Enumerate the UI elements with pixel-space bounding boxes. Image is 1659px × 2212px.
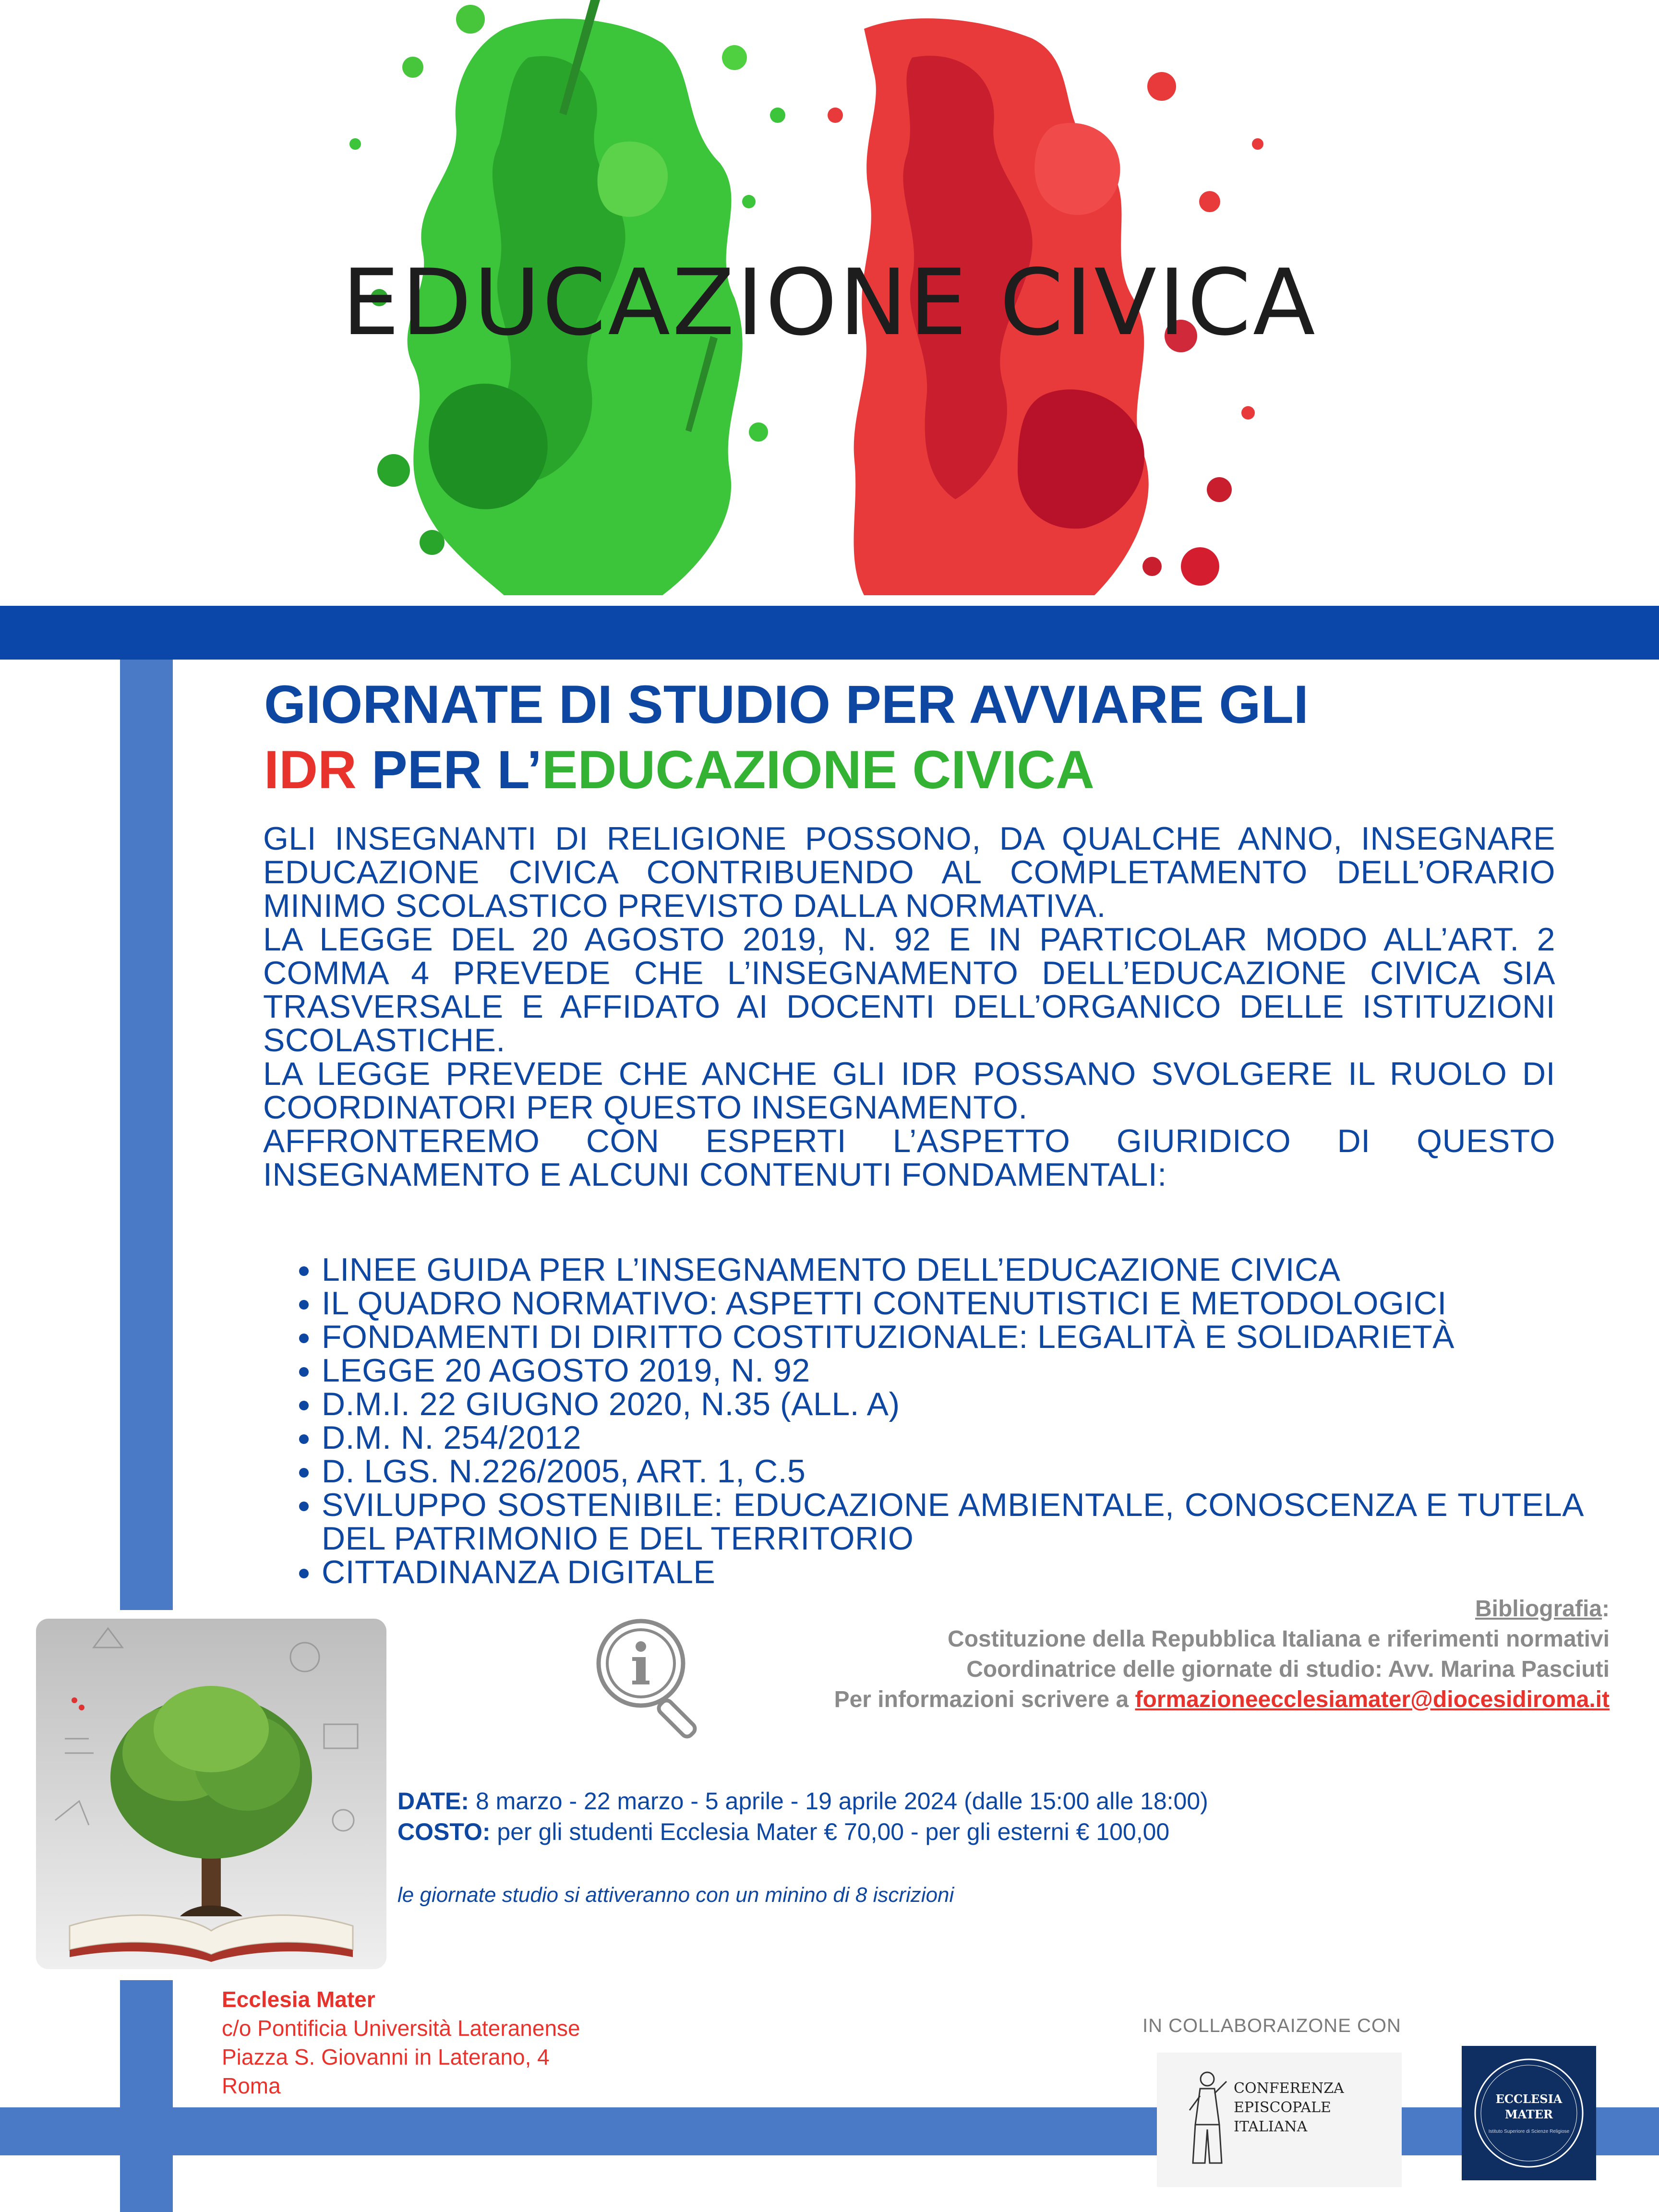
list-item: • FONDAMENTI DI DIRITTO COSTITUZIONALE: LEGALITÀ E SOLIDARIETÀ xyxy=(322,1320,1584,1354)
date-label: DATE: xyxy=(397,1788,469,1815)
intro-paragraph: LA LEGGE PREVEDE CHE ANCHE GLI IDR POSSANO SVOLGERE IL RUOLO DI COORDINATORI PER QUESTO INSEGNAMENTO. xyxy=(263,1056,1555,1126)
intro-text xyxy=(263,822,1555,1191)
title-line-1: GIORNATE DI STUDIO PER AVVIARE GLI xyxy=(264,674,1309,734)
cost-label: COSTO: xyxy=(397,1818,491,1845)
left-vertical-bar xyxy=(120,660,173,1610)
list-item: • SVILUPPO SOSTENIBILE: EDUCAZIONE AMBIENTALE, CONOSCENZA E TUTELA DEL PATRIMONIO E DEL TERRITORIO xyxy=(322,1488,1584,1555)
list-item: • D.M.I. 22 GIUGNO 2020, N.35 (ALL. A) xyxy=(322,1387,1584,1421)
list-item: • D. LGS. N.226/2005, ART. 1, C.5 xyxy=(322,1455,1584,1488)
address-line: c/o Pontificia Università Lateranense xyxy=(222,2016,580,2041)
address-line: Roma xyxy=(222,2073,281,2098)
ecclesia-mater-logo xyxy=(1462,2046,1596,2180)
intro-paragraph: GLI INSEGNANTI DI RELIGIONE POSSONO, DA QUALCHE ANNO, INSEGNARE EDUCAZIONE CIVICA CONTRIBUENDO AL COMPLETAMENTO DELL’ORARIO MINIMO SCOLASTICO PREVISTO DALLA NORMATIVA. xyxy=(263,820,1555,924)
cost-line xyxy=(397,1816,1550,1847)
institution-name: Ecclesia Mater xyxy=(222,1987,375,2012)
title-per: PER L’ xyxy=(356,740,542,800)
cei-logo xyxy=(1157,2053,1402,2187)
title-educazione-civica: EDUCAZIONE CIVICA xyxy=(541,740,1094,800)
logo-line: ECCLESIA xyxy=(1495,2092,1563,2106)
collaboration-label: IN COLLABORAIZONE CON xyxy=(1142,2015,1401,2036)
info-line xyxy=(457,1684,1610,1715)
footer-band xyxy=(0,2107,1659,2155)
dates-line xyxy=(397,1786,1550,1816)
list-item: • D.M. N. 254/2012 xyxy=(322,1421,1584,1455)
intro-paragraph: LA LEGGE DEL 20 AGOSTO 2019, N. 92 E IN PARTICOLAR MODO ALL’ART. 2 COMMA 4 PREVEDE CHE L’INSEGNAMENTO DELL’EDUCAZIONE CIVICA SIA TRASVERSALE E AFFIDATO AI DOCENTI DELL’ORGANICO DELLE ISTITUZIONI SCOLASTICHE. xyxy=(263,921,1555,1058)
bibliografia-link[interactable]: Bibliografia xyxy=(1475,1596,1602,1622)
page-title xyxy=(264,672,1560,803)
list-item: • LEGGE 20 AGOSTO 2019, N. 92 xyxy=(322,1354,1584,1387)
hero-title: EDUCAZIONE CIVICA xyxy=(342,250,1317,356)
date-value: 8 marzo - 22 marzo - 5 aprile - 19 aprile 2024 (dalle 15:00 alle 18:00) xyxy=(469,1788,1208,1815)
cost-value: per gli studenti Ecclesia Mater € 70,00 - per gli esterni € 100,00 xyxy=(490,1818,1170,1845)
cei-line: ITALIANA xyxy=(1234,2118,1308,2135)
info-block xyxy=(457,1594,1610,1715)
cei-figure-icon xyxy=(1186,2067,1229,2173)
contact-label: Per informazioni scrivere a xyxy=(834,1687,1135,1712)
cei-line: CONFERENZA xyxy=(1234,2080,1344,2097)
logo-line: MATER xyxy=(1505,2107,1553,2121)
cei-line: EPISCOPALE xyxy=(1234,2099,1331,2116)
info-line: Coordinatrice delle giornate di studio: Avv. Marina Pasciuti xyxy=(966,1657,1610,1682)
tree-book-image xyxy=(36,1619,386,1969)
address-line: Piazza S. Giovanni in Laterano, 4 xyxy=(222,2044,550,2069)
title-line-2 xyxy=(264,737,1560,803)
address-block xyxy=(222,1985,798,2100)
bibliografia-line xyxy=(457,1594,1610,1624)
logo-subtext: Istituto Superiore di Scienze Religiose xyxy=(1488,2129,1570,2134)
info-line: Costituzione della Repubblica Italiana e riferimenti normativi xyxy=(948,1626,1610,1652)
list-item: • IL QUADRO NORMATIVO: ASPETTI CONTENUTISTICI E METODOLOGICI xyxy=(322,1286,1584,1320)
header-band xyxy=(0,606,1659,660)
intro-paragraph: AFFRONTEREMO CON ESPERTI L’ASPETTO GIURIDICO DI QUESTO INSEGNAMENTO E ALCUNI CONTENUTI FONDAMENTALI: xyxy=(263,1123,1555,1193)
left-vertical-bar-bottom xyxy=(120,1980,173,2212)
logo-text xyxy=(1462,2092,1596,2122)
cei-text xyxy=(1234,2079,1344,2137)
schedule-block xyxy=(397,1786,1550,1847)
bibliografia-colon: : xyxy=(1602,1596,1610,1622)
hero-banner xyxy=(0,0,1659,600)
title-idr: IDR xyxy=(264,740,357,800)
minimum-enrollment-note: le giornate studio si attiveranno con un minino di 8 iscrizioni xyxy=(397,1883,954,1907)
topics-list xyxy=(293,1253,1584,1589)
list-item: • CITTADINANZA DIGITALE xyxy=(322,1555,1584,1589)
list-item: • LINEE GUIDA PER L’INSEGNAMENTO DELL’EDUCAZIONE CIVICA xyxy=(322,1253,1584,1286)
email-link[interactable]: formazioneecclesiamater@diocesidiroma.it xyxy=(1135,1687,1610,1712)
